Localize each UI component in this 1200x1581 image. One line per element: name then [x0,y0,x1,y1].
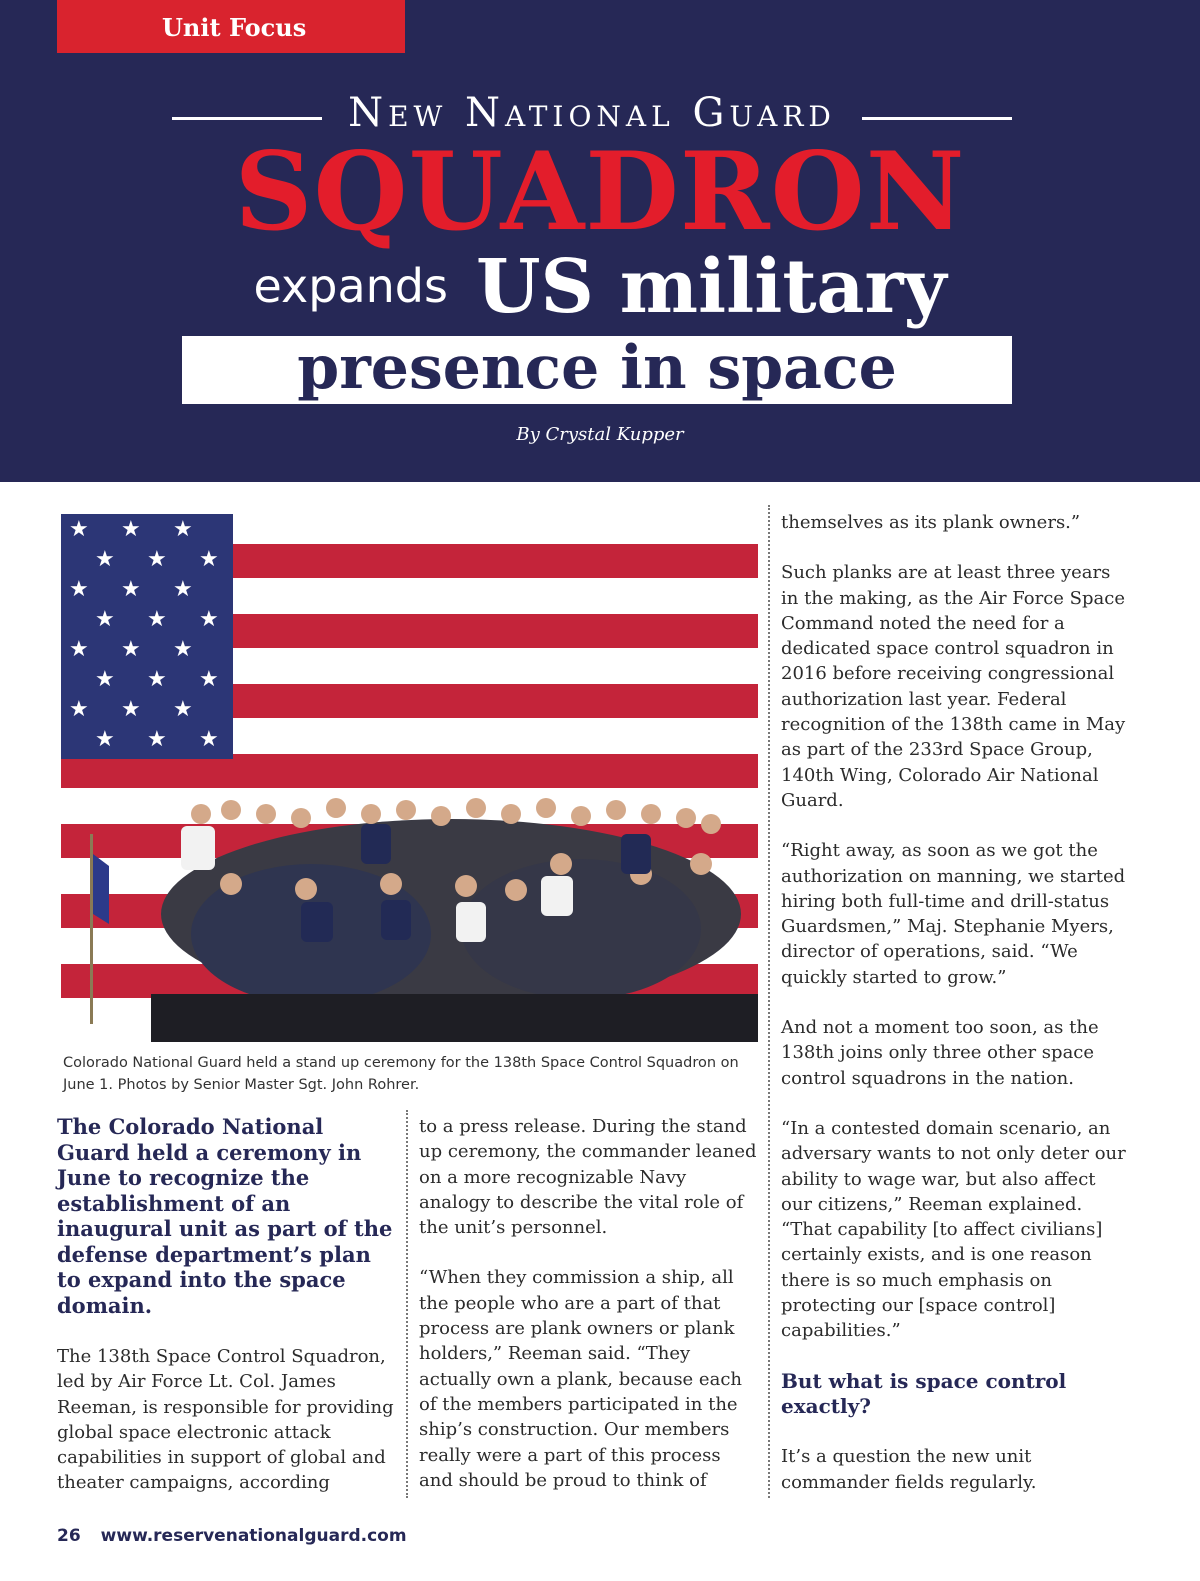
column-divider-1 [406,1110,408,1498]
svg-text:★: ★ [69,697,89,722]
article-photo [61,514,758,1042]
article-paragraph: And not a moment too soon, as the 138th joins only three other space control squadrons in the nation. [781,1017,1099,1089]
svg-text:★: ★ [121,517,141,542]
byline: By Crystal Kupper [516,424,684,445]
article-paragraph: “When they commission a ship, all the people who are a part of that process are plank owners or plank holders,” Reeman said. “They actually own a plank, because each of the members participated in the ship’s construction. Our members really were a part of this process and should be proud to think of [419,1267,742,1491]
svg-text:★: ★ [95,607,115,632]
headline-row [0,244,1200,330]
svg-text:★: ★ [147,667,167,692]
section-tag: Unit Focus [57,0,405,53]
headline-small: expands [253,259,448,313]
svg-text:★: ★ [147,547,167,572]
headline-big: US military [475,244,947,330]
svg-text:★: ★ [199,607,219,632]
svg-text:★: ★ [147,607,167,632]
page-number: 26 [57,1526,81,1546]
website-url: www.reservenationalguard.com [100,1526,407,1546]
article-column-3 [781,510,1126,1520]
svg-text:★: ★ [95,667,115,692]
article-paragraph: It’s a question the new unit commander fields regularly. [781,1446,1037,1493]
article-column-2 [419,1114,759,1518]
svg-text:★: ★ [121,577,141,602]
stage-platform [151,994,758,1042]
kicker-rule-right [862,117,1012,120]
article-paragraph: to a press release. During the stand up ceremony, the commander leaned on a more recognizable Navy analogy to describe the vital role of the unit’s personnel. [419,1116,757,1239]
flag-canton [61,514,233,759]
svg-text:★: ★ [199,667,219,692]
article-column-1 [57,1114,397,1521]
article-lead: The Colorado National Guard held a ceremony in June to recognize the establishment of an inaugural unit as part of the defense department’s plan to expand into the space domain. [57,1114,393,1318]
article-subhead: But what is space control exactly? [781,1368,1067,1418]
svg-text:★: ★ [95,727,115,752]
svg-text:★: ★ [199,547,219,572]
flag-group-photo [61,514,758,1042]
svg-text:★: ★ [199,727,219,752]
article-paragraph: Such planks are at least three years in the making, as the Air Force Space Command noted the need for a dedicated space control squadron in 2016 before receiving congressional authorization last year. Federal recognition of the 138th came in May as part of the 233rd Space Group, 140th Wing, Colorado Air National Guard. [781,562,1126,811]
svg-text:★: ★ [121,637,141,662]
column-divider-2 [768,505,770,1498]
kicker-text: New National Guard [348,90,836,136]
svg-text:★: ★ [173,517,193,542]
svg-text:★: ★ [95,547,115,572]
svg-text:★: ★ [173,697,193,722]
svg-text:★: ★ [147,727,167,752]
svg-text:★: ★ [173,577,193,602]
svg-text:★: ★ [69,517,89,542]
svg-text:★: ★ [69,577,89,602]
article-paragraph: themselves as its plank owners.” [781,512,1081,533]
page-footer [57,1526,407,1546]
kicker-rule-left [172,117,322,120]
svg-text:★: ★ [121,697,141,722]
article-paragraph: The 138th Space Control Squadron, led by Air Force Lt. Col. James Reeman, is responsible for providing global space electronic attack capabilities in support of global and theater campaigns, according [57,1346,394,1494]
svg-text:★: ★ [173,637,193,662]
headline-bar [182,333,1012,404]
article-paragraph: “In a contested domain scenario, an adversary wants to not only deter our ability to wage war, but also affect our citizens,” Reeman explained. “That capability [to affect civilians] certainly exists, and is one reason there is so much emphasis on protecting our [space control] capabilities.” [781,1117,1126,1342]
article-paragraph: “Right away, as soon as we got the authorization on manning, we started hiring both full-time and drill-status Guardsmen,” Maj. Stephanie Myers, director of operations, said. “We quickly started to grow.” [781,840,1126,988]
headline-main: SQUADRON [234,129,966,255]
headline-bar-text: presence in space [297,333,897,403]
photo-caption: Colorado National Guard held a stand up ceremony for the 138th Space Control Squadron on June 1. Photos by Senior Master Sgt. John Rohrer. [63,1055,739,1093]
svg-text:★: ★ [69,637,89,662]
header-banner [0,0,1200,482]
